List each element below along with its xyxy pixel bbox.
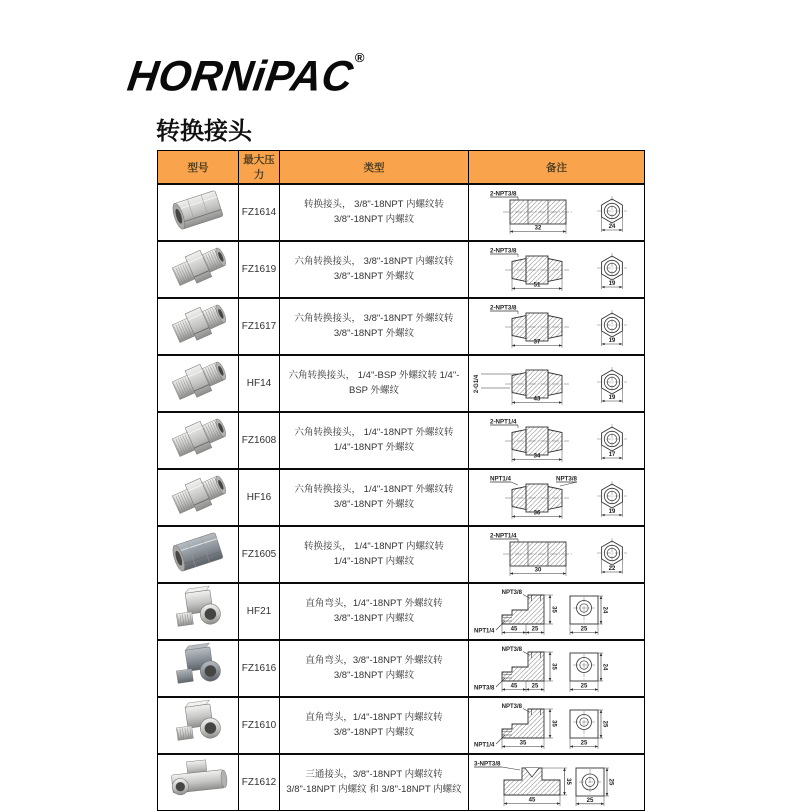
table-row — [158, 412, 645, 469]
table-row — [158, 697, 645, 754]
svg-text:25: 25 — [586, 797, 593, 804]
svg-text:25: 25 — [531, 683, 538, 690]
product-photo — [163, 527, 233, 577]
product-photo — [163, 356, 233, 406]
table-row — [158, 640, 645, 697]
model-cell: HF16 — [239, 469, 280, 526]
brand-name: HORNiPAC — [124, 51, 357, 100]
product-photo — [163, 584, 233, 634]
table-body — [158, 184, 645, 811]
type-cell: 六角转换接头， 1/4"-18NPT 外螺纹转 1/4"-18NPT 外螺纹 — [280, 412, 469, 469]
model-cell: FZ1605 — [239, 526, 280, 583]
type-cell: 直角弯头，1/4"-18NPT 内螺纹转 3/8"-18NPT 内螺纹 — [280, 697, 469, 754]
product-photo-cell — [158, 412, 239, 469]
product-photo-cell — [158, 526, 239, 583]
product-photo-cell — [158, 241, 239, 298]
technical-drawing — [470, 757, 644, 809]
svg-text:35: 35 — [549, 719, 556, 727]
technical-drawing — [470, 187, 644, 239]
svg-text:2-NPT1/4: 2-NPT1/4 — [489, 532, 516, 539]
technical-drawing — [470, 472, 644, 524]
svg-text:19: 19 — [608, 508, 615, 515]
product-photo — [163, 413, 233, 463]
type-cell: 六角转换接头， 1/4"-BSP 外螺纹转 1/4"-BSP 外螺纹 — [280, 355, 469, 412]
type-cell: 六角转换接头， 3/8"-18NPT 外螺纹转 3/8"-18NPT 外螺纹 — [280, 298, 469, 355]
svg-text:NPT3/8: NPT3/8 — [501, 703, 522, 710]
product-photo-cell — [158, 298, 239, 355]
svg-text:45: 45 — [528, 797, 535, 804]
svg-text:2-NPT1/4: 2-NPT1/4 — [489, 418, 516, 425]
svg-text:NPT3/8: NPT3/8 — [473, 685, 494, 691]
product-photo — [163, 470, 233, 520]
drawing-cell — [469, 355, 645, 412]
table-row — [158, 298, 645, 355]
svg-text:36: 36 — [533, 510, 540, 517]
model-cell: FZ1610 — [239, 697, 280, 754]
product-photo-cell — [158, 469, 239, 526]
svg-text:35: 35 — [519, 740, 526, 747]
type-cell: 直角弯头，1/4"-18NPT 外螺纹转 3/8"-18NPT 内螺纹 — [280, 583, 469, 640]
svg-text:32: 32 — [534, 225, 541, 232]
type-cell: 转换接头， 1/4"-18NPT 内螺纹转 1/4"-18NPT 内螺纹 — [280, 526, 469, 583]
column-header-model: 型号 — [158, 151, 239, 185]
product-photo — [163, 242, 233, 292]
drawing-cell — [469, 469, 645, 526]
type-cell: 直角弯头，3/8"-18NPT 外螺纹转 3/8"-18NPT 内螺纹 — [280, 640, 469, 697]
svg-text:25: 25 — [606, 778, 613, 785]
svg-text:2-NPT3/8: 2-NPT3/8 — [489, 247, 516, 254]
technical-drawing — [470, 244, 644, 296]
product-photo-cell — [158, 754, 239, 811]
svg-text:19: 19 — [608, 280, 615, 287]
model-cell: FZ1608 — [239, 412, 280, 469]
column-header-type: 类型 — [280, 151, 469, 185]
model-cell: HF21 — [239, 583, 280, 640]
table-row — [158, 526, 645, 583]
drawing-cell — [469, 640, 645, 697]
svg-text:25: 25 — [580, 683, 587, 690]
drawing-cell — [469, 754, 645, 811]
technical-drawing — [470, 643, 644, 695]
svg-text:24: 24 — [608, 223, 615, 230]
svg-text:25: 25 — [600, 720, 607, 727]
svg-text:30: 30 — [534, 567, 541, 574]
table-row — [158, 754, 645, 811]
svg-text:45: 45 — [510, 683, 517, 690]
svg-text:3-NPT3/8: 3-NPT3/8 — [473, 760, 500, 767]
registered-trademark-icon: ® — [354, 50, 365, 65]
svg-text:25: 25 — [531, 626, 538, 633]
table-row — [158, 241, 645, 298]
technical-drawing — [470, 415, 644, 467]
type-cell: 转换接头， 3/8"-18NPT 内螺纹转 3/8"-18NPT 内螺纹 — [280, 184, 469, 241]
svg-text:51: 51 — [533, 282, 540, 289]
product-photo — [163, 698, 233, 748]
svg-text:35: 35 — [549, 605, 556, 613]
svg-text:NPT1/4: NPT1/4 — [489, 475, 511, 482]
product-photo-cell — [158, 697, 239, 754]
product-photo — [163, 185, 233, 235]
drawing-cell — [469, 298, 645, 355]
product-photo-cell — [158, 640, 239, 697]
drawing-cell — [469, 412, 645, 469]
header-row — [158, 151, 645, 185]
svg-text:24: 24 — [600, 663, 607, 670]
svg-text:NPT3/8: NPT3/8 — [501, 589, 522, 596]
table-row — [158, 355, 645, 412]
drawing-cell — [469, 526, 645, 583]
technical-drawing — [470, 358, 644, 410]
brand-logo — [124, 50, 365, 100]
model-cell: FZ1612 — [239, 754, 280, 811]
technical-drawing — [470, 529, 644, 581]
product-photo — [163, 641, 233, 691]
svg-text:34: 34 — [533, 453, 540, 460]
product-photo — [163, 755, 233, 805]
technical-drawing — [470, 586, 644, 638]
svg-text:45: 45 — [510, 626, 517, 633]
drawing-cell — [469, 184, 645, 241]
svg-text:2-NPT3/8: 2-NPT3/8 — [489, 304, 516, 311]
svg-text:17: 17 — [608, 451, 615, 458]
svg-text:35: 35 — [564, 777, 571, 785]
svg-text:35: 35 — [549, 662, 556, 670]
type-cell: 三通接头，3/8"-18NPT 内螺纹转 3/8"-18NPT 内螺纹 和 3/8"-18NPT 内螺纹 — [280, 754, 469, 811]
svg-text:NPT3/8: NPT3/8 — [555, 475, 577, 482]
svg-text:25: 25 — [580, 626, 587, 633]
svg-text:19: 19 — [608, 337, 615, 344]
technical-drawing — [470, 700, 644, 752]
product-photo-cell — [158, 184, 239, 241]
type-cell: 六角转换接头， 3/8"-18NPT 内螺纹转 3/8"-18NPT 外螺纹 — [280, 241, 469, 298]
product-table — [157, 150, 645, 811]
technical-drawing — [470, 301, 644, 353]
table-row — [158, 583, 645, 640]
svg-text:NPT3/8: NPT3/8 — [501, 646, 522, 653]
drawing-cell — [469, 583, 645, 640]
product-photo — [163, 299, 233, 349]
table-row — [158, 184, 645, 241]
product-photo-cell — [158, 355, 239, 412]
svg-text:37: 37 — [533, 339, 540, 346]
svg-text:43: 43 — [533, 396, 540, 403]
table-row — [158, 469, 645, 526]
type-cell: 六角转换接头， 1/4"-18NPT 外螺纹转 3/8"-18NPT 外螺纹 — [280, 469, 469, 526]
svg-text:19: 19 — [608, 394, 615, 401]
model-cell: FZ1616 — [239, 640, 280, 697]
drawing-cell — [469, 241, 645, 298]
svg-text:2-NPT3/8: 2-NPT3/8 — [489, 190, 516, 197]
svg-text:2-G1/4: 2-G1/4 — [473, 374, 480, 393]
column-header-max-pressure: 最大压力 — [239, 151, 280, 185]
svg-text:24: 24 — [600, 606, 607, 613]
model-cell: FZ1619 — [239, 241, 280, 298]
svg-text:22: 22 — [608, 565, 615, 572]
svg-text:NPT1/4: NPT1/4 — [473, 628, 494, 634]
model-cell: FZ1617 — [239, 298, 280, 355]
model-cell: FZ1614 — [239, 184, 280, 241]
model-cell: HF14 — [239, 355, 280, 412]
product-photo-cell — [158, 583, 239, 640]
svg-text:NPT1/4: NPT1/4 — [473, 742, 494, 748]
column-header-notes: 备注 — [469, 151, 645, 185]
drawing-cell — [469, 697, 645, 754]
page-title: 转换接头 — [156, 118, 252, 145]
svg-text:25: 25 — [580, 740, 587, 747]
